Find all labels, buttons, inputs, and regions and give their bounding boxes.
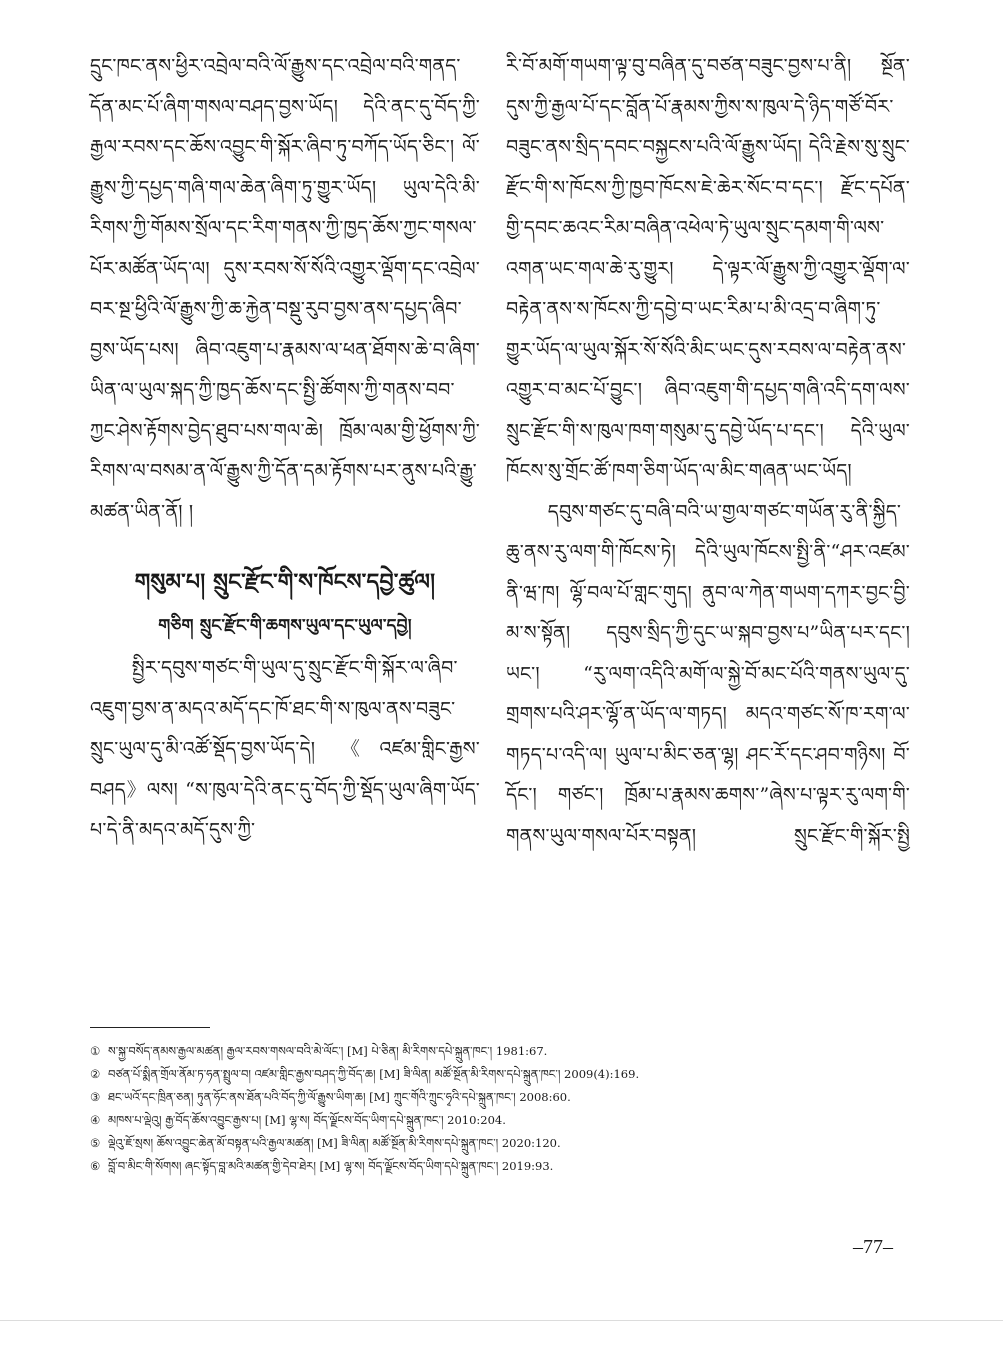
section-heading: གསུམ་པ། སྲུང་རྫོང་གི་ས་ཁོངས་དབྱེ་ཚུལ། xyxy=(134,569,436,595)
footnote: ⑤ ལྡེའུ་ཇོ་སྲས། ཆོས་འབྱུང་ཆེན་མོ་བསྟན་པའི་རྒྱལ་མཚན། [M] ཟི་ལིན། མཚོ་སྔོན་མི་རིགས་དཔེ་སྐྲུན་ཁང་། 2020:120. xyxy=(90,1136,561,1150)
body-paragraph: སྤྱིར་དབུས་གཙང་གི་ཡུལ་དུ་སྲུང་རྫོང་གི་སྐོར་ལ་ཞིབ་འཇུག་བྱས་ན་མདའ་མདོ་དང་ཁོ་ཐང་གི་ས་ཁུལ་ནས་བཟུང་སྲུང་ཡུལ་དུ་མི་འཚོ་སྡོད་བྱས་ཡོད་དེ། 《འཛམ་གླིང་རྒྱས་བཤད》ལས། “ས་ཁུལ་དེའི་ནང་དུ་བོད་ཀྱི་སྡོད་ཡུལ་ཞིག་ཡོད་པ་དེ་ནི་མདའ་མདོ་དུས་ཀྱི་ xyxy=(90,657,480,841)
footnote-divider xyxy=(90,1027,210,1028)
page-number: –77– xyxy=(853,1236,893,1258)
footnote: ② བཙན་པོ་སྨིན་གྲོལ་ནོམ་ཏ་ཧན་སྤྲུལ་བ། འཛམ་གླིང་རྒྱས་བཤད་ཀྱི་བོད་ཆ། [M] ཟི་ལིན། མཚོ་སྔོན་མི་རིགས་དཔེ་སྐྲུན་ཁང་། 2009(4):169. xyxy=(90,1067,640,1081)
footnotes xyxy=(90,1040,930,1178)
footnote: ④ མཁས་པ་ལྡེའུ། རྒྱ་བོད་ཆོས་འབྱུང་རྒྱས་པ། [M] ལྷ་ས། བོད་ལྗོངས་བོད་ཡིག་དཔེ་སྐྲུན་ཁང་། 2010:204. xyxy=(90,1113,506,1127)
body-paragraph: དྲུང་ཁང་ནས་ཕྱིར་འབྲེལ་བའི་ལོ་རྒྱུས་དང་འབྲེལ་བའི་གནད་དོན་མང་པོ་ཞིག་གསལ་བཤད་བྱས་ཡོད། དེའི་ནང་དུ་བོད་ཀྱི་རྒྱལ་རབས་དང་ཆོས་འབྱུང་གི་སྐོར་ཞིབ་ཏུ་བཀོད་ཡོད་ཅིང་། ལོ་རྒྱུས་ཀྱི་དཔྱད་གཞི་གལ་ཆེན་ཞིག་ཏུ་གྱུར་ཡོད། ཡུལ་དེའི་མི་རིགས་ཀྱི་གོམས་སྲོལ་དང་རིག་གནས་ཀྱི་ཁྱད་ཆོས་ཀྱང་གསལ་པོར་མཚོན་ཡོད་ལ། དུས་རབས་སོ་སོའི་འགྱུར་ལྡོག་དང་འབྲེལ་བར་སྔ་ཕྱིའི་ལོ་རྒྱུས་ཀྱི་ཆ་རྐྱེན་བསྡུ་རུབ་བྱས་ནས་དཔྱད་ཞིབ་བྱས་ཡོད་པས། ཞིབ་འཇུག་པ་རྣམས་ལ་ཕན་ཐོགས་ཆེ་བ་ཞིག་ཡིན་ལ་ཡུལ་སྐད་ཀྱི་ཁྱད་ཆོས་དང་སྤྱི་ཚོགས་ཀྱི་གནས་བབ་ཀྱང་ཤེས་རྟོགས་བྱེད་ཐུབ་པས་གལ་ཆེ། ཁྲོམ་ལམ་གྱི་ཕྱོགས་ཀྱི་རིགས་ལ་བསམ་ན་ལོ་རྒྱུས་ཀྱི་དོན་དམ་རྟོགས་པར་ནུས་པའི་རྒྱུ་མཚན་ཡིན་ནོ། ། xyxy=(90,55,480,523)
body-paragraph: རི་བོ་མགོ་གཡག་ལྟ་བུ་བཞིན་དུ་བཙན་བཟུང་བྱས་པ་ནི། སྔོན་དུས་ཀྱི་རྒྱལ་པོ་དང་བློན་པོ་རྣམས་ཀྱིས་ས་ཁུལ་དེ་ཉིད་གཙོ་བོར་བཟུང་ནས་སྲིད་དབང་བསྐྱངས་པའི་ལོ་རྒྱུས་ཡོད། དེའི་རྗེས་སུ་སྲུང་རྫོང་གི་ས་ཁོངས་ཀྱི་ཁྱབ་ཁོངས་ཇེ་ཆེར་སོང་བ་དང་། རྫོང་དཔོན་གྱི་དབང་ཆའང་རིམ་བཞིན་འཕེལ་ཏེ་ཡུལ་སྲུང་དམག་གི་ལས་འགན་ཡང་གལ་ཆེ་རུ་གྱུར། དེ་ལྟར་ལོ་རྒྱུས་ཀྱི་འགྱུར་ལྡོག་ལ་བརྟེན་ནས་ས་ཁོངས་ཀྱི་དབྱེ་བ་ཡང་རིམ་པ་མི་འདྲ་བ་ཞིག་ཏུ་གྱུར་ཡོད་ལ་ཡུལ་སྐོར་སོ་སོའི་མིང་ཡང་དུས་རབས་ལ་བརྟེན་ནས་འགྱུར་བ་མང་པོ་བྱུང་། ཞིབ་འཇུག་གི་དཔྱད་གཞི་འདི་དག་ལས་སྲུང་རྫོང་གི་ས་ཁུལ་ཁག་གསུམ་དུ་དབྱེ་ཡོད་པ་དང་། དེའི་ཡུལ་ཁོངས་སུ་གྲོང་ཚོ་ཁག་ཅིག་ཡོད་ལ་མིང་གཞན་ཡང་ཡོད། xyxy=(506,55,910,482)
left-text-column xyxy=(90,46,480,851)
footnote: ③ ཐང་ཡའོ་དང་ཁྲིན་ཅན། ཏུན་ཧོང་ནས་ཐོན་པའི་བོད་ཀྱི་ལོ་རྒྱུས་ཡིག་ཆ། [M] ཀྲུང་གོའི་ཀྲུང་ཧྭའི་དཔེ་སྐྲུན་ཁང་། 2008:60. xyxy=(90,1090,571,1104)
right-text-column xyxy=(506,46,910,856)
subsection-heading: གཅིག སྲུང་རྫོང་གི་ཆགས་ཡུལ་དང་ཡུལ་དབྱེ། xyxy=(158,616,412,636)
footnote: ⑥ བློ་བ་མིང་གི་སོགས། ཞང་སྟོད་བླ་མའི་མཚན་གྱི་དེབ་ཐེར། [M] ལྷ་ས། བོད་ལྗོངས་བོད་ཡིག་དཔེ་སྐྲུན་ཁང་། 2019:93. xyxy=(90,1159,554,1173)
body-paragraph: དབུས་གཙང་དུ་བཞི་བའི་ཡ་གྱལ་གཙང་གཡོན་རུ་ནི་སྐྱིད་ཆུ་ནས་རུ་ལག་གི་ཁོངས་ཏེ། དེའི་ཡུལ་ཁོངས་སྤྱི་ནི་“ཤར་འཛམ་ནི་ཝ་ཁ། ལྷོ་བལ་པོ་གླང་གུད། ནུབ་ལ་ཀེན་གཡག་དཀར་བྱང་བྱི་མ་ས་སྟོན། དབུས་སྲིད་ཀྱི་དུང་ཡ་སྐབ་བྱས་པ”ཡིན་པར་དང་། ཡང་། “རུ་ལག་འདིའི་མགོ་ལ་སྐྱེ་བོ་མང་པོའི་གནས་ཡུལ་དུ་གྲགས་པའི་ཤར་ལྷོ་ན་ཡོད་ལ་གཏད། མདའ་གཙང་སོ་ཁ་རག་ལ་གཏད་པ་འདི་ལ། ཡུལ་པ་མིང་ཅན་ལྷ། ཤང་རོ་དང་ཤབ་གཉིས། བོ་དོང་། གཙང་། ཁྲོམ་པ་རྣམས་ཆགས་”ཞེས་པ་ལྟར་རུ་ལག་གི་གནས་ཡུལ་གསལ་པོར་བསྟན། སྲུང་རྫོང་གི་སྐོར་སྤྱི xyxy=(506,500,910,847)
footnote: ① ས་སྐྱ་བསོད་ནམས་རྒྱལ་མཚན། རྒྱལ་རབས་གསལ་བའི་མེ་ལོང་། [M] པེ་ཅིན། མི་རིགས་དཔེ་སྐྲུན་ཁང་། 1981:67. xyxy=(90,1044,548,1058)
page-bottom-edge xyxy=(0,1320,1003,1321)
